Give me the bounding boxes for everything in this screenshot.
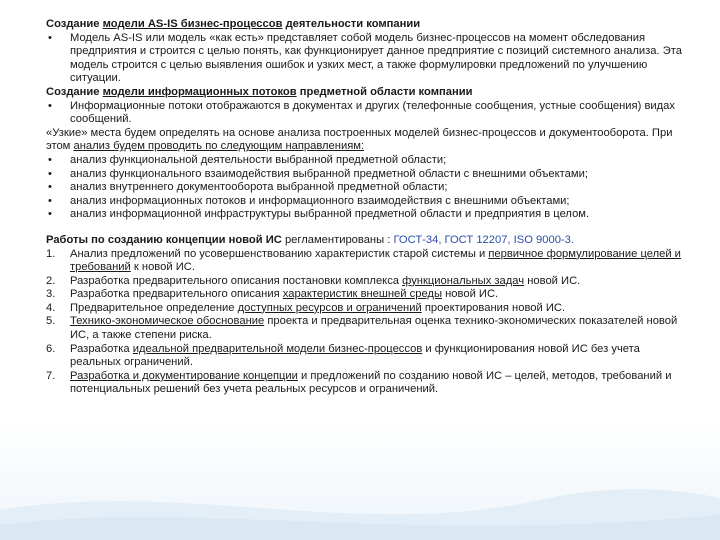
slide-content [46, 18, 686, 397]
item-text: Разработка [70, 342, 133, 355]
bullet-mark: • [48, 31, 52, 44]
item-underlined-text: Технико-экономическое обоснование [70, 315, 265, 328]
numbered-item [46, 288, 686, 302]
bullet-item [46, 100, 686, 127]
item-number: 5. [46, 315, 56, 328]
heading-text: Создание [46, 18, 103, 30]
item-text: Анализ предложений по усовершенствованию характеристик старой системы и [70, 247, 489, 260]
item-text: и предложений по созданию новой ИС – целей, методов, требований и потенциальных решений без учета реальных ресурсов и ограничений. [70, 369, 672, 396]
item-number: 7. [46, 369, 56, 382]
heading-text: деятельности компании [282, 18, 421, 30]
section-heading-as-is [46, 18, 686, 32]
bullet-mark: • [48, 194, 52, 207]
bullet-text: анализ функциональной деятельности выбранной предметной области; [70, 153, 447, 166]
analysis-intro [46, 127, 686, 154]
item-text: новой ИС. [442, 288, 499, 301]
item-number: 2. [46, 274, 56, 287]
bullet-item [46, 32, 686, 86]
heading-underlined-text: модели AS-IS бизнес-процессов [102, 18, 283, 30]
bullet-text: Информационные потоки отображаются в документах и других (телефонные сообщения, устные сообщения) видах сообщений. [70, 99, 675, 126]
intro-text: «Узкие» места будем определять на основе анализа построенных моделей бизнес-процессов и документооборота. При этом [46, 126, 673, 153]
item-underlined-text: идеальной предварительной модели бизнес-процессов [132, 342, 423, 355]
item-number: 6. [46, 342, 56, 355]
numbered-item [46, 275, 686, 289]
heading-text: Работы по созданию концепции новой ИС [46, 233, 282, 246]
heading-text: Создание [46, 85, 103, 98]
item-text: новой ИС. [524, 274, 581, 287]
item-number: 1. [46, 247, 56, 260]
bullet-item [46, 208, 686, 222]
numbered-item [46, 302, 686, 316]
numbered-item [46, 370, 686, 397]
item-underlined-text: характеристик внешней среды [282, 288, 443, 301]
item-text: и функционирования новой ИС без учета реальных ограничений. [70, 342, 640, 369]
bullet-text: анализ внутреннего документооборота выбранной предметной области; [70, 181, 448, 194]
heading-text: регламентированы : [281, 233, 394, 246]
slide-bottom-decoration [0, 470, 720, 540]
spacer [46, 222, 686, 234]
item-text: Разработка предварительного описания [70, 288, 283, 301]
bullet-item [46, 181, 686, 195]
bullet-text: анализ информационной инфраструктуры выбранной предметной области и предприятия в целом. [70, 208, 590, 221]
numbered-item [46, 343, 686, 370]
bullet-text: анализ функционального взаимодействия выбранной предметной области с внешними объектами; [70, 167, 588, 180]
item-text: Предварительное определение [70, 301, 238, 314]
item-underlined-text: Разработка и документирование концепции [70, 369, 298, 382]
item-text: Разработка предварительного описания постановки комплекса [70, 274, 403, 287]
bullet-text: анализ информационных потоков и информационного взаимодействия с внешними объектами; [70, 194, 570, 207]
item-underlined-text: первичное формулирование целей и требований [70, 247, 681, 274]
heading-text: предметной области компании [296, 85, 473, 98]
section-heading-info-flows [46, 86, 686, 100]
numbered-item [46, 315, 686, 342]
bullet-mark: • [48, 181, 52, 194]
item-text: проектирования новой ИС. [421, 301, 566, 314]
item-text: к новой ИС. [130, 261, 195, 274]
numbered-item [46, 248, 686, 275]
bullet-item [46, 168, 686, 182]
item-number: 3. [46, 288, 56, 301]
item-number: 4. [46, 301, 56, 314]
bullet-item [46, 195, 686, 209]
item-underlined-text: функциональных задач [402, 274, 525, 287]
bullet-mark: • [48, 208, 52, 221]
heading-underlined-text: модели информационных потоков [102, 85, 297, 98]
bullet-item [46, 154, 686, 168]
bullet-mark: • [48, 167, 52, 180]
intro-underlined-text: анализ будем проводить по следующим направлениям: [73, 140, 365, 153]
bullet-mark: • [48, 99, 52, 112]
item-text: проекта и предварительная оценка технико-экономических показателей новой ИС, а также степени риска. [70, 315, 678, 342]
bullet-mark: • [48, 153, 52, 166]
standards-text: ГОСТ-34, ГОСТ 12207, ISO 9000-3. [393, 233, 574, 246]
item-underlined-text: доступных ресурсов и ограничений [237, 301, 422, 314]
bullet-text: Модель AS-IS или модель «как есть» представляет собой модель бизнес-процессов на момент обследования предприятия и строится с целью понять, как функционирует данное предприятие с позиций системного анализа. Эта модель строится с целью выявления ошибок и узких мест, а также формулировки предложений по улучшению ситуации. [70, 31, 682, 85]
concept-heading [46, 234, 686, 248]
